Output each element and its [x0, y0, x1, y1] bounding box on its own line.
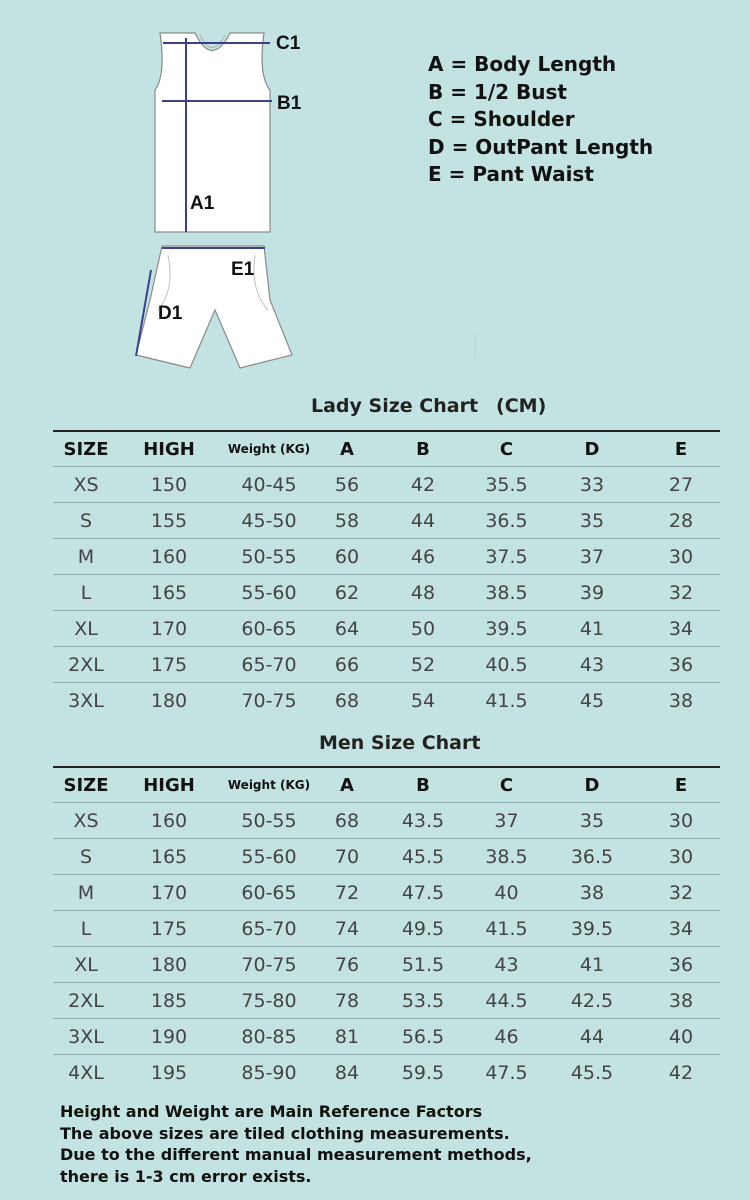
- column-header: D: [542, 431, 642, 467]
- table-cell: 38.5: [471, 575, 542, 611]
- table-cell: 50-55: [219, 539, 319, 575]
- table-cell: 65-70: [219, 911, 319, 947]
- table-cell: 42: [375, 467, 471, 503]
- table-cell: 40-45: [219, 467, 319, 503]
- table-cell: 70-75: [241, 689, 297, 712]
- table-cell: XL: [53, 611, 119, 647]
- table-cell: 39.5: [471, 611, 542, 647]
- table-cell: 70-75: [219, 947, 319, 983]
- table-cell: 66: [319, 647, 375, 683]
- table-row: [53, 803, 720, 839]
- column-header: SIZE: [53, 767, 119, 803]
- table-cell: 45.5: [375, 839, 471, 875]
- column-header: C: [471, 767, 542, 803]
- label-c1: C1: [276, 33, 301, 54]
- table-row: [53, 575, 720, 611]
- note-line: Due to the different manual measurement methods,: [60, 1145, 532, 1164]
- table-cell: 55-60: [219, 839, 319, 875]
- table-row: [53, 539, 720, 575]
- table-cell: 35: [542, 803, 642, 839]
- table-cell: 56.5: [375, 1019, 471, 1055]
- note-line: Height and Weight are Main Reference Factors: [60, 1102, 483, 1121]
- table-cell: 4XL: [68, 1061, 104, 1084]
- legend-item: B = 1/2 Bust: [428, 79, 567, 104]
- table-cell: 49.5: [375, 911, 471, 947]
- table-cell: 54: [410, 689, 436, 712]
- label-d1: D1: [158, 303, 183, 324]
- notes: [60, 1101, 532, 1187]
- table-cell: 46: [471, 1019, 542, 1055]
- table-cell: 39.5: [542, 911, 642, 947]
- lady-chart-title: [311, 395, 546, 417]
- table-cell: 40.5: [471, 647, 542, 683]
- table-cell: 34: [642, 611, 720, 647]
- table-row: [53, 983, 720, 1019]
- table-cell: 62: [319, 575, 375, 611]
- table-row: [53, 911, 720, 947]
- table-cell: 45.5: [570, 1061, 614, 1084]
- table-cell: 165: [119, 575, 219, 611]
- column-header: D: [542, 767, 642, 803]
- table-cell: 38: [642, 983, 720, 1019]
- table-cell: 35: [542, 503, 642, 539]
- table-row: [53, 1055, 720, 1091]
- table-cell: 78: [319, 983, 375, 1019]
- column-header: E: [642, 767, 720, 803]
- table-cell: S: [53, 503, 119, 539]
- legend-item: D = OutPant Length: [428, 134, 654, 159]
- table-cell: 65-70: [219, 647, 319, 683]
- legend-item: E = Pant Waist: [428, 162, 594, 186]
- table-cell: 38: [542, 875, 642, 911]
- table-cell: 175: [119, 911, 219, 947]
- table-cell: 43.5: [375, 803, 471, 839]
- table-cell: XS: [53, 467, 119, 503]
- column-header: SIZE: [53, 431, 119, 467]
- table-cell: 42: [668, 1061, 694, 1084]
- table-cell: 190: [119, 1019, 219, 1055]
- table-cell: XS: [53, 803, 119, 839]
- table-cell: 46: [375, 539, 471, 575]
- table-cell: 43: [471, 947, 542, 983]
- lady-unit-text: (CM): [496, 395, 547, 417]
- table-cell: 68: [319, 803, 375, 839]
- table-cell: 47.5: [485, 1061, 528, 1084]
- table-cell: 53.5: [375, 983, 471, 1019]
- table-cell: 51.5: [375, 947, 471, 983]
- table-cell: 40: [642, 1019, 720, 1055]
- table-cell: 180: [119, 947, 219, 983]
- table-cell: 38.5: [471, 839, 542, 875]
- table-cell: 50-55: [219, 803, 319, 839]
- note-line: The above sizes are tiled clothing measurements.: [60, 1123, 510, 1143]
- label-a1: A1: [190, 193, 215, 214]
- table-cell: 30: [642, 539, 720, 575]
- column-header: A: [319, 767, 375, 803]
- table-cell: 41.5: [471, 911, 542, 947]
- table-cell: M: [53, 875, 119, 911]
- table-cell: 155: [119, 503, 219, 539]
- label-e1: E1: [231, 259, 255, 280]
- table-cell: 32: [642, 875, 720, 911]
- legend-item: A = Body Length: [428, 52, 617, 76]
- column-header: A: [319, 431, 375, 467]
- table-cell: 175: [119, 647, 219, 683]
- header-row: [53, 767, 720, 803]
- column-header: E: [642, 431, 720, 467]
- table-cell: 45: [579, 689, 605, 712]
- table-cell: 37: [542, 539, 642, 575]
- table-cell: 36.5: [542, 839, 642, 875]
- column-header: Weight (KG): [219, 767, 319, 803]
- table-cell: 41: [542, 947, 642, 983]
- table-cell: 72: [319, 875, 375, 911]
- table-cell: 44: [542, 1019, 642, 1055]
- table-row: [53, 839, 720, 875]
- table-cell: 60: [319, 539, 375, 575]
- table-cell: 160: [119, 539, 219, 575]
- table-cell: 27: [642, 467, 720, 503]
- men-size-table: [53, 766, 720, 1090]
- table-row: [53, 875, 720, 911]
- table-cell: 43: [542, 647, 642, 683]
- table-row: [53, 1019, 720, 1055]
- table-cell: 3XL: [53, 1019, 119, 1055]
- table-cell: 28: [642, 503, 720, 539]
- table-cell: 59.5: [401, 1061, 445, 1084]
- table-cell: 165: [119, 839, 219, 875]
- table-cell: 35.5: [471, 467, 542, 503]
- table-cell: 41.5: [485, 689, 528, 712]
- table-cell: 70: [319, 839, 375, 875]
- header-row: [53, 431, 720, 467]
- table-cell: 58: [319, 503, 375, 539]
- table-cell: 50: [375, 611, 471, 647]
- column-header: HIGH: [119, 767, 219, 803]
- table-cell: 80-85: [219, 1019, 319, 1055]
- table-cell: 195: [150, 1061, 188, 1084]
- table-cell: 48: [375, 575, 471, 611]
- table-cell: 41: [542, 611, 642, 647]
- table-cell: L: [53, 911, 119, 947]
- column-header: HIGH: [119, 431, 219, 467]
- table-cell: 36: [642, 947, 720, 983]
- column-header: B: [375, 431, 471, 467]
- table-cell: L: [53, 575, 119, 611]
- table-cell: 3XL: [68, 689, 104, 712]
- table-row: [53, 467, 720, 503]
- table-cell: 30: [642, 839, 720, 875]
- table-cell: 74: [319, 911, 375, 947]
- table-cell: 2XL: [53, 983, 119, 1019]
- table-cell: M: [53, 539, 119, 575]
- table-cell: 33: [542, 467, 642, 503]
- table-cell: 75-80: [219, 983, 319, 1019]
- table-cell: 39: [542, 575, 642, 611]
- men-title-text: Men Size Chart: [319, 732, 481, 754]
- table-cell: 42.5: [542, 983, 642, 1019]
- lady-title-text: Lady Size Chart: [311, 395, 479, 417]
- measurement-legend: [428, 51, 653, 189]
- table-cell: 2XL: [53, 647, 119, 683]
- table-cell: 44: [375, 503, 471, 539]
- table-cell: 81: [319, 1019, 375, 1055]
- lady-size-table: [53, 430, 720, 718]
- table-cell: 36: [642, 647, 720, 683]
- table-cell: 180: [150, 689, 188, 712]
- table-cell: 37: [471, 803, 542, 839]
- table-cell: 76: [319, 947, 375, 983]
- table-cell: 45-50: [219, 503, 319, 539]
- table-cell: 160: [119, 803, 219, 839]
- table-cell: 47.5: [375, 875, 471, 911]
- table-cell: 56: [319, 467, 375, 503]
- table-cell: 40: [471, 875, 542, 911]
- table-row: [53, 947, 720, 983]
- table-cell: 170: [119, 611, 219, 647]
- table-cell: S: [53, 839, 119, 875]
- column-header: B: [375, 767, 471, 803]
- table-cell: 34: [642, 911, 720, 947]
- table-cell: 38: [668, 689, 694, 712]
- label-b1: B1: [277, 93, 302, 114]
- table-cell: 85-90: [241, 1061, 297, 1084]
- column-header: Weight (KG): [219, 431, 319, 467]
- table-row: [53, 647, 720, 683]
- legend-item: C = Shoulder: [428, 107, 575, 131]
- table-cell: 44.5: [471, 983, 542, 1019]
- table-cell: 30: [642, 803, 720, 839]
- table-cell: 37.5: [471, 539, 542, 575]
- table-row: [53, 683, 720, 719]
- table-cell: 60-65: [219, 875, 319, 911]
- table-cell: 170: [119, 875, 219, 911]
- table-cell: 55-60: [219, 575, 319, 611]
- table-cell: 60-65: [219, 611, 319, 647]
- column-header: C: [471, 431, 542, 467]
- table-cell: 185: [119, 983, 219, 1019]
- table-cell: 64: [319, 611, 375, 647]
- table-cell: 52: [375, 647, 471, 683]
- table-cell: 36.5: [471, 503, 542, 539]
- table-cell: 32: [642, 575, 720, 611]
- table-cell: 68: [334, 689, 360, 712]
- table-cell: XL: [53, 947, 119, 983]
- note-line: there is 1-3 cm error exists.: [60, 1166, 312, 1186]
- table-row: [53, 611, 720, 647]
- table-row: [53, 503, 720, 539]
- table-cell: 150: [119, 467, 219, 503]
- table-cell: 84: [334, 1061, 360, 1084]
- men-chart-title: [319, 732, 480, 754]
